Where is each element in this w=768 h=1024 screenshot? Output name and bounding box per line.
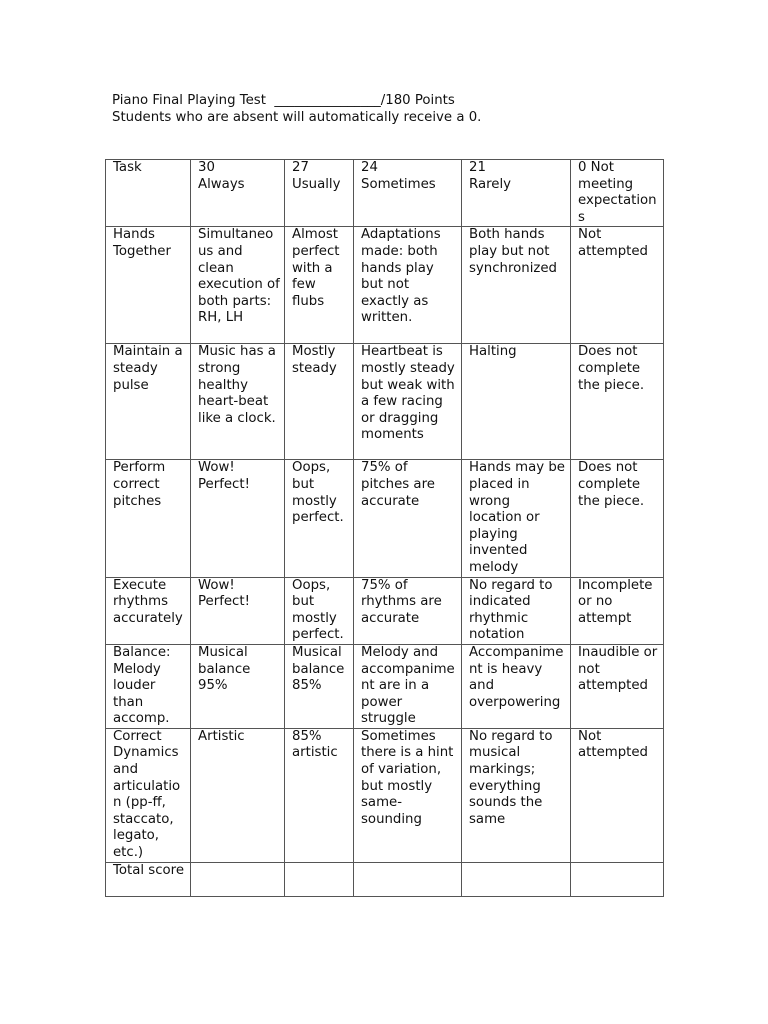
task-cell: Execute rhythms accurately <box>106 577 191 644</box>
rubric-cell: Not attempted <box>571 227 664 344</box>
table-header-row <box>106 160 664 227</box>
task-cell: Balance: Melody louder than accomp. <box>106 644 191 728</box>
table-row <box>106 344 664 460</box>
task-cell: Correct Dynamics and articulation (pp-ff, staccato, legato, etc.) <box>106 728 191 862</box>
header-cell-24: 24 Sometimes <box>354 160 462 227</box>
table-row <box>106 460 664 577</box>
score-cell <box>571 862 664 896</box>
rubric-cell: 85% artistic <box>285 728 354 862</box>
rubric-cell: Both hands play but not synchronized <box>462 227 571 344</box>
rubric-cell: Not attempted <box>571 728 664 862</box>
rubric-cell: Musical balance 95% <box>191 644 285 728</box>
table-row <box>106 644 664 728</box>
score-cell <box>285 862 354 896</box>
rubric-cell: Accompaniment is heavy and overpowering <box>462 644 571 728</box>
rubric-cell: No regard to indicated rhythmic notation <box>462 577 571 644</box>
rubric-table <box>105 159 664 897</box>
task-cell: Hands Together <box>106 227 191 344</box>
document-header <box>112 92 481 126</box>
rubric-cell: Almost perfect with a few flubs <box>285 227 354 344</box>
header-cell-21: 21 Rarely <box>462 160 571 227</box>
table-row <box>106 728 664 862</box>
rubric-cell: Hands may be placed in wrong location or playing invented melody <box>462 460 571 577</box>
header-cell-0: 0 Not meeting expectations <box>571 160 664 227</box>
task-cell: Perform correct pitches <box>106 460 191 577</box>
rubric-cell: Music has a strong healthy heart-beat like a clock. <box>191 344 285 460</box>
rubric-cell: 75% of rhythms are accurate <box>354 577 462 644</box>
rubric-cell: Simultaneous and clean execution of both parts: RH, LH <box>191 227 285 344</box>
rubric-cell: Does not complete the piece. <box>571 344 664 460</box>
rubric-cell: Adaptations made: both hands play but not exactly as written. <box>354 227 462 344</box>
task-cell: Maintain a steady pulse <box>106 344 191 460</box>
header-cell-30: 30 Always <box>191 160 285 227</box>
task-cell: Total score <box>106 862 191 896</box>
absence-note: Students who are absent will automatically receive a 0. <box>112 110 482 125</box>
rubric-cell: Oops, but mostly perfect. <box>285 577 354 644</box>
table-row <box>106 227 664 344</box>
rubric-cell: Musical balance 85% <box>285 644 354 728</box>
rubric-cell: Incomplete or no attempt <box>571 577 664 644</box>
rubric-cell: Oops, but mostly perfect. <box>285 460 354 577</box>
rubric-cell: Melody and accompaniment are in a power struggle <box>354 644 462 728</box>
rubric-cell: Artistic <box>191 728 285 862</box>
rubric-cell: Inaudible or not attempted <box>571 644 664 728</box>
rubric-cell: Wow! Perfect! <box>191 577 285 644</box>
rubric-cell: No regard to musical markings; everything sounds the same <box>462 728 571 862</box>
score-cell <box>354 862 462 896</box>
header-cell-task: Task <box>106 160 191 227</box>
score-cell <box>462 862 571 896</box>
score-cell <box>191 862 285 896</box>
rubric-cell: Sometimes there is a hint of variation, but mostly same-sounding <box>354 728 462 862</box>
total-score-row <box>106 862 664 896</box>
rubric-cell: Heartbeat is mostly steady but weak with a few racing or dragging moments <box>354 344 462 460</box>
table-row <box>106 577 664 644</box>
test-title-line: Piano Final Playing Test ________________/180 Points <box>112 93 455 108</box>
rubric-cell: Does not complete the piece. <box>571 460 664 577</box>
rubric-cell: Halting <box>462 344 571 460</box>
rubric-cell: Mostly steady <box>285 344 354 460</box>
rubric-cell: Wow! Perfect! <box>191 460 285 577</box>
header-cell-27: 27 Usually <box>285 160 354 227</box>
rubric-cell: 75% of pitches are accurate <box>354 460 462 577</box>
